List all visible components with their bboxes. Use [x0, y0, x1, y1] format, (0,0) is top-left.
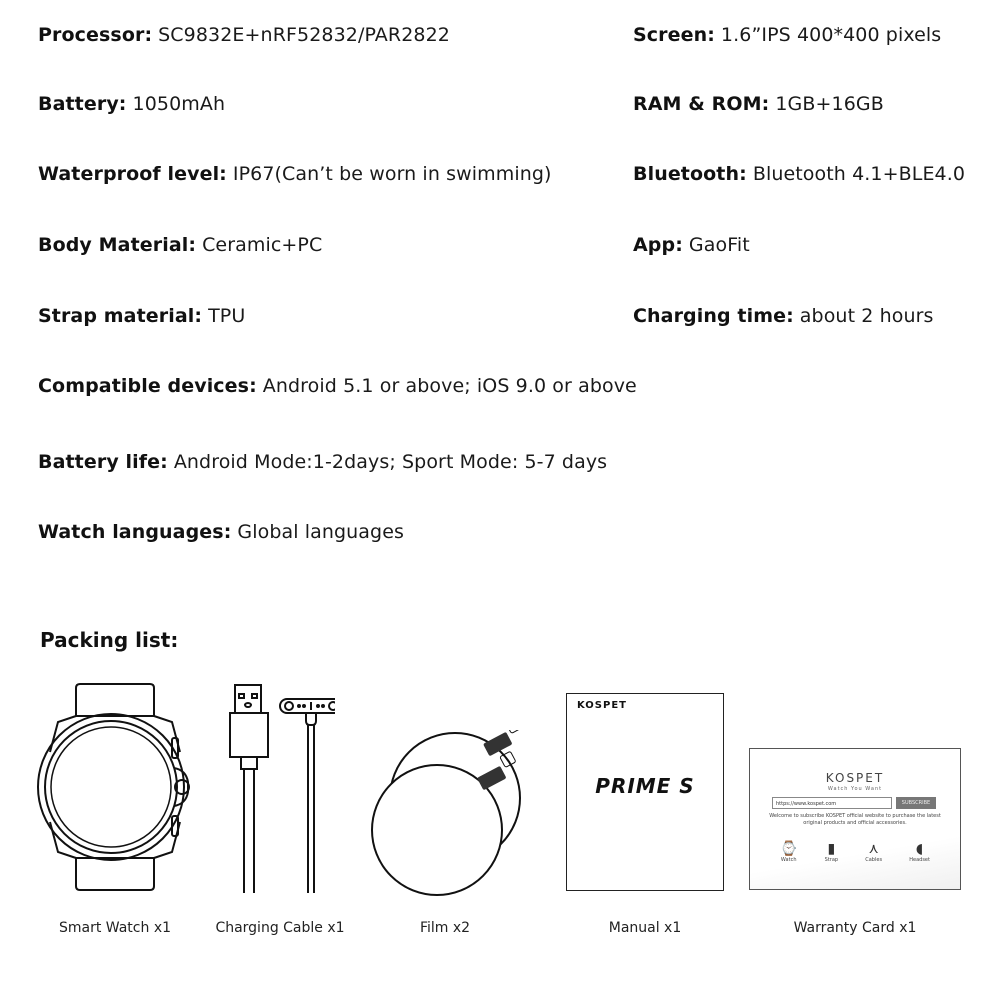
packing-list-title: Packing list: — [40, 628, 179, 652]
spec-compatible-devices — [38, 375, 637, 397]
spec-body-material — [38, 234, 322, 256]
spec-label: Processor: — [38, 24, 153, 46]
spec-label: Screen: — [633, 24, 715, 46]
spec-value: SC9832E+nRF52832/PAR2822 — [158, 24, 450, 46]
spec-label: Battery: — [38, 93, 127, 115]
spec-label: Charging time: — [633, 305, 794, 327]
spec-label: Body Material: — [38, 234, 197, 256]
spec-value: GaoFit — [688, 234, 750, 256]
spec-label: Watch languages: — [38, 521, 232, 543]
spec-app — [633, 234, 750, 256]
spec-value: Android 5.1 or above; iOS 9.0 or above — [262, 375, 637, 397]
spec-label: App: — [633, 234, 683, 256]
spec-label: RAM & ROM: — [633, 93, 770, 115]
spec-value: Global languages — [237, 521, 404, 543]
packing-item-charging-cable: Charging Cable x1 — [215, 920, 345, 936]
headset-icon: ◖ — [915, 841, 924, 857]
spec-ram-rom — [633, 93, 884, 115]
spec-bluetooth — [633, 163, 965, 185]
spec-value: 1.6”IPS 400*400 pixels — [720, 24, 942, 46]
spec-charging-time — [633, 305, 934, 327]
manual-brand: KOSPET — [577, 700, 627, 711]
card-icon-headset: ◖ Headset — [909, 841, 930, 863]
spec-value: TPU — [208, 305, 246, 327]
spec-label: Waterproof level: — [38, 163, 227, 185]
card-tagline: Watch You Want — [827, 786, 883, 792]
manual-model: PRIME S — [595, 774, 695, 798]
card-subscribe: SUBSCRIBE — [896, 797, 936, 809]
spec-value: 1GB+16GB — [775, 93, 884, 115]
watch-icon: ⌚ — [780, 841, 798, 857]
spec-value: IP67(Can’t be worn in swimming) — [232, 163, 552, 185]
cables-icon: ⋏ — [868, 841, 879, 857]
packing-item-film: Film x2 — [419, 920, 471, 936]
strap-icon: ▮ — [827, 841, 836, 857]
card-icon-strap: ▮ Strap — [824, 841, 839, 863]
film-icon — [365, 730, 545, 900]
card-message: Welcome to subscribe KOSPET official website to purchase the latest original products and official accessories. — [769, 813, 941, 826]
card-icon-cables: ⋏ Cables — [865, 841, 883, 863]
spec-value: Ceramic+PC — [202, 234, 323, 256]
charging-cable-icon — [225, 683, 335, 895]
spec-value: Android Mode:1-2days; Sport Mode: 5-7 days — [173, 451, 608, 473]
spec-label: Strap material: — [38, 305, 203, 327]
spec-strap-material — [38, 305, 245, 327]
packing-item-smartwatch: Smart Watch x1 — [58, 920, 172, 936]
spec-value: 1050mAh — [132, 93, 226, 115]
spec-battery — [38, 93, 225, 115]
card-brand: KOSPET — [825, 771, 885, 785]
card-icons — [780, 841, 930, 863]
spec-battery-life — [38, 451, 607, 473]
spec-label: Bluetooth: — [633, 163, 747, 185]
card-url: https://www.kospet.com — [772, 797, 892, 809]
spec-watch-languages — [38, 521, 404, 543]
packing-item-manual: Manual x1 — [608, 920, 682, 936]
smartwatch-icon — [36, 680, 196, 895]
manual-icon — [566, 693, 724, 891]
warranty-card-icon — [749, 748, 961, 890]
spec-processor — [38, 24, 450, 46]
spec-label: Battery life: — [38, 451, 168, 473]
spec-value: Bluetooth 4.1+BLE4.0 — [752, 163, 966, 185]
packing-item-warranty-card: Warranty Card x1 — [793, 920, 917, 936]
card-icon-watch: ⌚ Watch — [780, 841, 798, 863]
spec-label: Compatible devices: — [38, 375, 257, 397]
spec-value: about 2 hours — [799, 305, 934, 327]
spec-waterproof — [38, 163, 552, 185]
spec-screen — [633, 24, 941, 46]
